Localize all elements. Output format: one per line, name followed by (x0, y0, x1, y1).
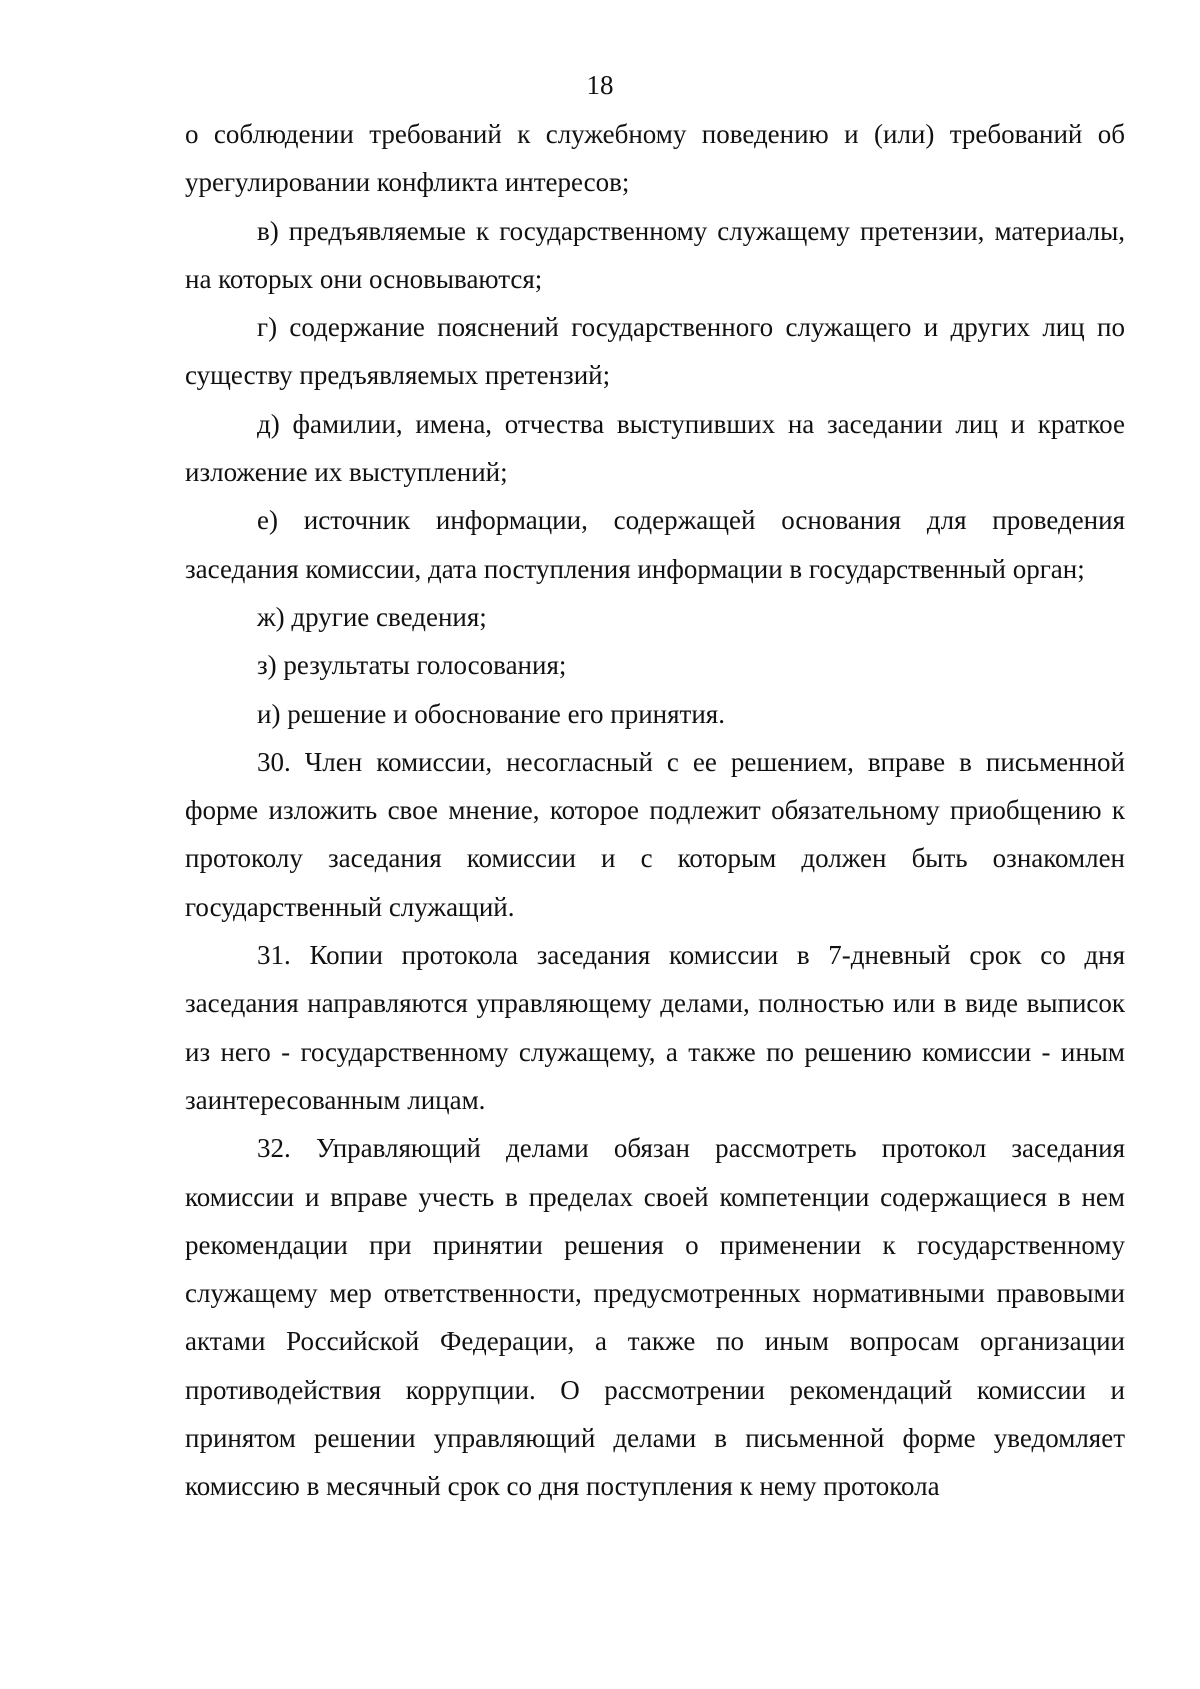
paragraph-item-z: з) результаты голосования; (257, 650, 567, 681)
paragraph-30: 30. Член комиссии, несогласный с ее решением, вправе в письменной форме изложить свое мнение, которое подлежит обязательному приобщению к протоколу заседания комиссии и с которым должен быть ознакомлен государственный служащий. (185, 746, 1125, 922)
paragraph-item-v: в) предъявляемые к государственному служащему претензии, материалы, на которых они основываются; (185, 215, 1125, 294)
document-body (185, 110, 1125, 1511)
paragraph-item-g: г) содержание пояснений государственного служащего и других лиц по существу предъявляемых претензий; (185, 312, 1125, 391)
page-number: 18 (586, 70, 614, 100)
paragraph-32: 32. Управляющий делами обязан рассмотреть протокол заседания комиссии и вправе учесть в пределах своей компетенции содержащиеся в нем рекомендации при принятии решения о применении к государственному служащему мер ответственности, предусмотренных нормативными правовыми актами Российской Федерации, а также по иным вопросам организации противодействия коррупции. О рассмотрении рекомендаций комиссии и принятом решении управляющий делами в письменной форме уведомляет комиссию в месячный срок со дня поступления к нему протокола (185, 1133, 1125, 1502)
paragraph-continuation: о соблюдении требований к служебному поведению и (или) требований об урегулировании конфликта интересов; (185, 119, 1125, 198)
paragraph-item-d: д) фамилии, имена, отчества выступивших на заседании лиц и краткое изложение их выступлений; (185, 408, 1125, 488)
paragraph-item-e: е) источник информации, содержащей основания для проведения заседания комиссии, дата поступления информации в государственный орган; (185, 505, 1125, 584)
paragraph-31: 31. Копии протокола заседания комиссии в 7-дневный срок со дня заседания направляются управляющему делами, полностью или в виде выписок из него - государственному служащему, а также по решению комиссии - иным заинтересованным лицам. (185, 940, 1125, 1115)
paragraph-item-i: и) решение и обоснование его принятия. (257, 698, 725, 729)
paragraph-item-zh: ж) другие сведения; (257, 601, 487, 632)
